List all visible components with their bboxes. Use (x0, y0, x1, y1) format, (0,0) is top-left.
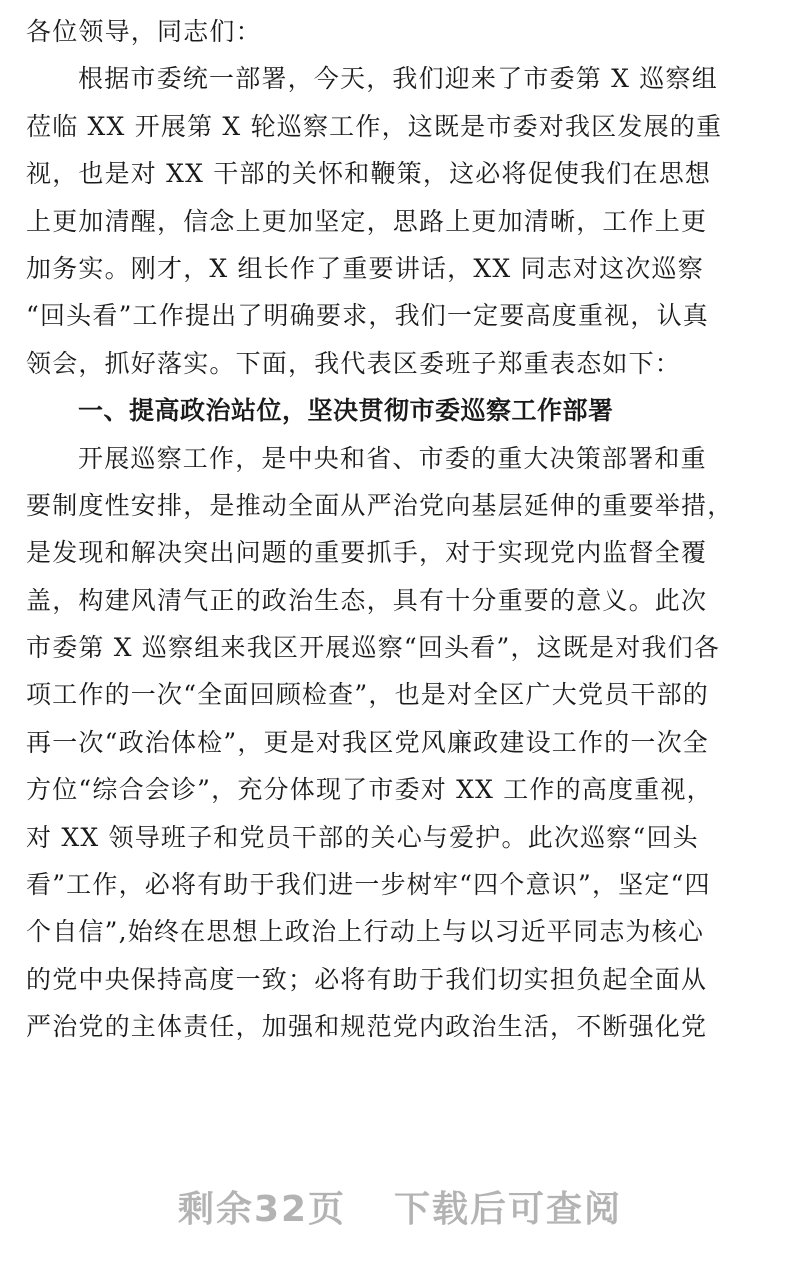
download-hint-label: 下载后可查阅 (394, 1188, 623, 1230)
paragraph-line: 上更加清醒，信念上更加坚定，思路上更加清晰，工作上更 (26, 206, 708, 236)
paragraph-line: 要制度性安排，是推动全面从严治党向基层延伸的重要举措， (26, 490, 734, 520)
paragraph-line: 的党中央保持高度一致；必将有助于我们切实担负起全面从 (26, 964, 708, 994)
document-body (26, 8, 774, 1051)
paragraph-line: 视，也是对 XX 干部的关怀和鞭策，这必将促使我们在思想 (26, 159, 712, 189)
section-heading: 一、提高政治站位，坚决贯彻市委巡察工作部署 (78, 396, 614, 426)
paragraph-line: 根据市委统一部署，今天，我们迎来了市委第 X 巡察组 (78, 64, 718, 94)
paragraph-line: “回头看”工作提出了明确要求，我们一定要高度重视，认真 (26, 301, 709, 331)
paragraph-line: 开展巡察工作，是中央和省、市委的重大决策部署和重 (78, 443, 707, 473)
paragraph-line: 看”工作，必将有助于我们进一步树牢“四个意识”，坚定“四 (26, 870, 711, 900)
paragraph-line: 严治党的主体责任，加强和规范党内政治生活，不断强化党 (26, 1012, 708, 1042)
paragraph-line: 再一次“政治体检”，更是对我区党风廉政建设工作的一次全 (26, 727, 709, 757)
paragraph-line: 市委第 X 巡察组来我区开展巡察“回头看”，这既是对我们各 (26, 633, 721, 663)
remaining-pages-label: 剩余32页 (177, 1188, 347, 1230)
paragraph-line: 项工作的一次“全面回顾检查”，也是对全区广大党员干部的 (26, 680, 709, 710)
paragraph-line: 领会，抓好落实。下面，我代表区委班子郑重表态如下： (26, 348, 682, 378)
paragraph-line: 个自信”,始终在思想上政治上行动上与以习近平同志为核心 (26, 917, 705, 947)
paragraph-line: 对 XX 领导班子和党员干部的关心与爱护。此次巡察“回头 (26, 822, 699, 852)
paragraph-line: 加务实。刚才，X 组长作了重要讲话，XX 同志对这次巡察 (26, 253, 704, 283)
paragraph-line: 莅临 XX 开展第 X 轮巡察工作，这既是市委对我区发展的重 (26, 111, 723, 141)
paragraph-line: 盖，构建风清气正的政治生态，具有十分重要的意义。此次 (26, 585, 708, 615)
salutation-line: 各位领导，同志们： (26, 17, 262, 46)
paragraph-line: 是发现和解决突出问题的重要抓手，对于实现党内监督全覆 (26, 538, 708, 568)
preview-footer (0, 1176, 800, 1236)
paragraph-line: 方位“综合会诊”，充分体现了市委对 XX 工作的高度重视， (26, 775, 713, 805)
